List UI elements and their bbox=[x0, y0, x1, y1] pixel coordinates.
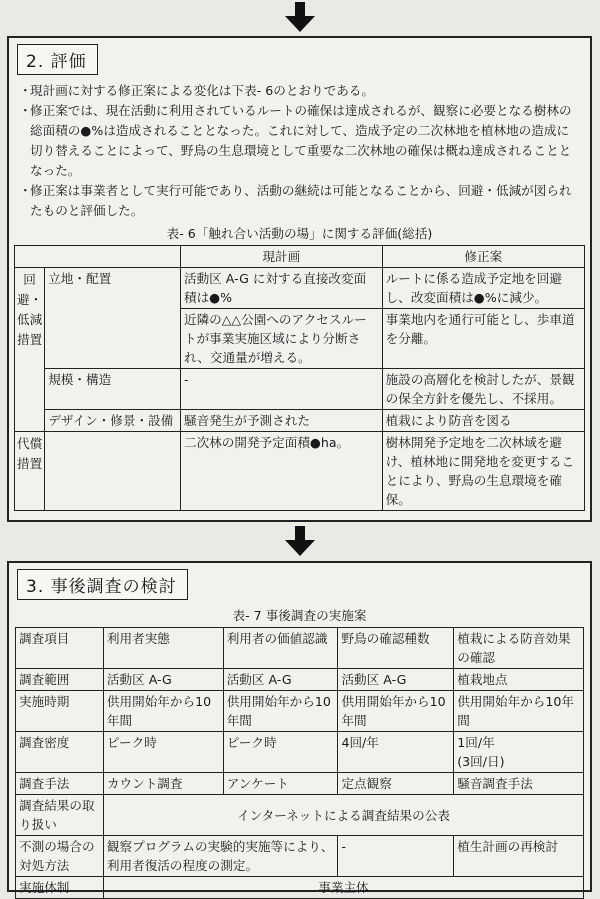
section-title: 3. 事後調査の検討 bbox=[17, 569, 188, 600]
table-caption: 表- 6「触れ合い活動の場」に関する評価(総括) bbox=[166, 226, 433, 241]
row-label: 実施体制 bbox=[16, 877, 104, 899]
table-row bbox=[16, 628, 584, 669]
evaluation-section bbox=[7, 36, 592, 522]
table-cell: アンケート bbox=[223, 773, 338, 795]
table-cell: 植栽による防音効果の確認 bbox=[454, 628, 584, 669]
row-label: 調査範囲 bbox=[16, 669, 104, 691]
revised-cell: 施設の高層化を検討したが、景観の保全方針を優先し、不採用。 bbox=[382, 369, 584, 410]
table-header-row bbox=[15, 246, 585, 268]
evaluation-table bbox=[14, 245, 585, 511]
column-header: 現計画 bbox=[180, 246, 382, 268]
item-cell: デザイン・修景・設備 bbox=[45, 410, 181, 432]
current-cell: - bbox=[180, 369, 382, 410]
table-row bbox=[16, 836, 584, 877]
table-row bbox=[16, 877, 584, 899]
section-title: 2. 評価 bbox=[17, 44, 98, 75]
table-cell: - bbox=[338, 836, 454, 877]
table-cell: 定点観察 bbox=[338, 773, 454, 795]
table-cell: インターネットによる調査結果の公表 bbox=[103, 795, 583, 836]
table-row bbox=[16, 669, 584, 691]
post-survey-table bbox=[15, 627, 584, 899]
table-cell: ピーク時 bbox=[103, 732, 223, 773]
table-row bbox=[16, 691, 584, 732]
row-label: 調査項目 bbox=[16, 628, 104, 669]
table-cell: 利用者の価値認識 bbox=[223, 628, 338, 669]
table-cell: ピーク時 bbox=[223, 732, 338, 773]
table-cell: 4回/年 bbox=[338, 732, 454, 773]
table-cell: 事業主体 bbox=[103, 877, 583, 899]
table-cell: 植生計画の再検討 bbox=[454, 836, 584, 877]
table-row bbox=[16, 795, 584, 836]
table-row bbox=[16, 773, 584, 795]
item-cell bbox=[45, 432, 181, 511]
group-label: 代償措置 bbox=[15, 432, 45, 511]
group-label: 回避・低減措置 bbox=[15, 268, 45, 432]
table-cell: 活動区 A-G bbox=[103, 669, 223, 691]
table-cell: カウント調査 bbox=[103, 773, 223, 795]
current-cell: 騒音発生が予測された bbox=[180, 410, 382, 432]
table-cell: 活動区 A-G bbox=[223, 669, 338, 691]
bullet-item: ・修正案は事業者として実行可能であり、活動の継続は可能となることから、回避・低減が図られたものと評価した。 bbox=[19, 183, 572, 218]
table-cell: 供用開始年から10年間 bbox=[338, 691, 454, 732]
revised-cell: 樹林開発予定地を二次林域を避け、植林地に開発地を変更することにより、野鳥の生息環境を確保。 bbox=[382, 432, 584, 511]
table-cell: 騒音調査手法 bbox=[454, 773, 584, 795]
table-cell: 供用開始年から10年間 bbox=[223, 691, 338, 732]
table-row bbox=[15, 369, 585, 410]
table-cell: 観察プログラムの実験的実施等により、利用者復活の程度の測定。 bbox=[103, 836, 338, 877]
row-label: 実施時期 bbox=[16, 691, 104, 732]
current-cell: 近隣の△△公園へのアクセスルートが事業実施区域により分断され、交通量が増える。 bbox=[180, 309, 382, 369]
table-row bbox=[15, 268, 585, 309]
bullet-item: ・修正案では、現在活動に利用されているルートの確保は達成されるが、観察に必要となる樹林の総面積の●%は造成されることとなった。これに対して、造成予定の二次林地を植林地の造成に切り替えることによって、野鳥の生息環境として重要な二次林地の確保は概ね達成されることとなった。 bbox=[19, 103, 572, 178]
table-cell: 供用開始年から10年間 bbox=[454, 691, 584, 732]
post-survey-section bbox=[7, 561, 592, 895]
row-label: 調査手法 bbox=[16, 773, 104, 795]
revised-cell: 事業地内を通行可能とし、歩車道を分離。 bbox=[382, 309, 584, 369]
table-row bbox=[15, 410, 585, 432]
table-cell: 1回/年 (3回/日) bbox=[454, 732, 584, 773]
row-label: 調査密度 bbox=[16, 732, 104, 773]
table-caption: 表- 7 事後調査の実施案 bbox=[232, 608, 367, 623]
current-cell: 二次林の開発予定面積●ha。 bbox=[180, 432, 382, 511]
bullet-item: ・現計画に対する修正案による変化は下表- 6のとおりである。 bbox=[19, 83, 374, 98]
item-cell: 規模・構造 bbox=[45, 369, 181, 410]
column-header: 修正案 bbox=[382, 246, 584, 268]
table-row bbox=[16, 732, 584, 773]
down-arrow-icon bbox=[285, 526, 315, 556]
revised-cell: 植栽により防音を図る bbox=[382, 410, 584, 432]
down-arrow-icon bbox=[285, 2, 315, 32]
revised-cell: ルートに係る造成予定地を回避し、改変面積は●%に減少。 bbox=[382, 268, 584, 309]
current-cell: 活動区 A-G に対する直接改変面積は●% bbox=[180, 268, 382, 309]
table-cell: 利用者実態 bbox=[103, 628, 223, 669]
table-cell: 供用開始年から10年間 bbox=[103, 691, 223, 732]
table-cell: 野鳥の確認種数 bbox=[338, 628, 454, 669]
row-label: 不測の場合の対処方法 bbox=[16, 836, 104, 877]
table-cell: 植栽地点 bbox=[454, 669, 584, 691]
table-cell: 活動区 A-G bbox=[338, 669, 454, 691]
row-label: 調査結果の取り扱い bbox=[16, 795, 104, 836]
item-cell: 立地・配置 bbox=[45, 268, 181, 369]
table-row bbox=[15, 432, 585, 511]
